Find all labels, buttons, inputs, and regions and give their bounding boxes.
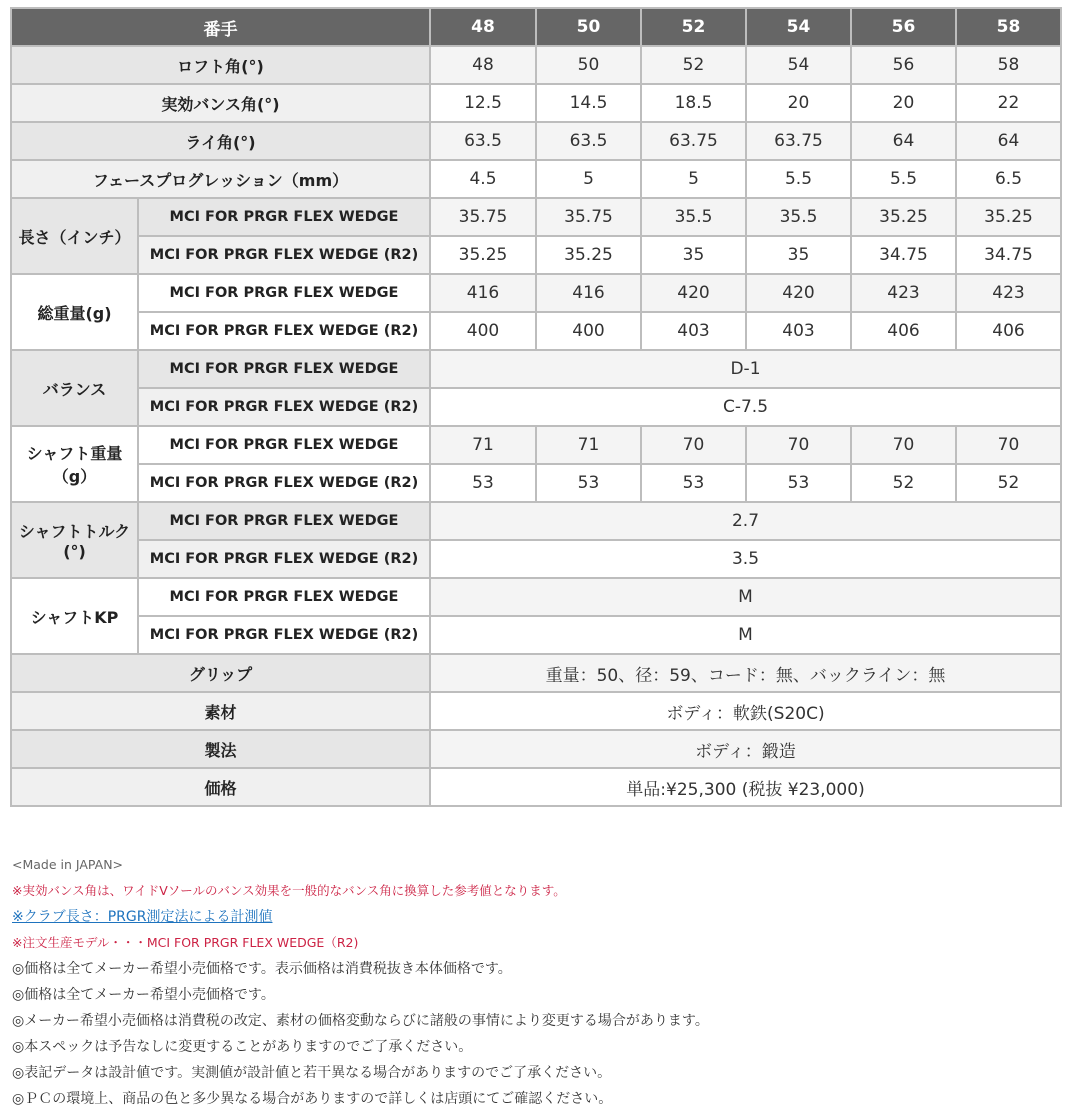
- row-label: ロフト角(°): [11, 46, 430, 84]
- group-label: シャフトKP: [11, 578, 138, 654]
- cell: 48: [430, 46, 536, 84]
- cell: 52: [641, 46, 746, 84]
- merged-cell: 3.5: [430, 540, 1061, 578]
- cell: 403: [641, 312, 746, 350]
- cell: 12.5: [430, 84, 536, 122]
- table-row-material: [11, 692, 1061, 730]
- cell: 416: [536, 274, 641, 312]
- table-row-loft: [11, 46, 1061, 84]
- cell: 58: [956, 46, 1061, 84]
- merged-cell: ボディ：鍛造: [430, 730, 1061, 768]
- table-row-face-progression: [11, 160, 1061, 198]
- shaft-label: MCI FOR PRGR FLEX WEDGE (R2): [138, 236, 430, 274]
- merged-cell: ボディ：軟鉄(S20C): [430, 692, 1061, 730]
- merged-cell: D-1: [430, 350, 1061, 388]
- group-label: バランス: [11, 350, 138, 426]
- disclaimer: ◎メーカー希望小売価格は消費税の改定、素材の価格変動ならびに諸般の事情により変更する場合があります。: [12, 1013, 709, 1029]
- header-col: 58: [956, 8, 1061, 46]
- table-row-kp-standard: [11, 578, 1061, 616]
- cell: 35.75: [430, 198, 536, 236]
- table-row-bounce: [11, 84, 1061, 122]
- row-label: フェースプログレッション（mm）: [11, 160, 430, 198]
- row-label: 製法: [11, 730, 430, 768]
- disclaimer: ◎ＰＣの環境上、商品の色と多少異なる場合がありますので詳しくは店頭にてご確認ください。: [12, 1091, 613, 1107]
- row-label: ライ角(°): [11, 122, 430, 160]
- header-label: 番手: [11, 8, 430, 46]
- cell: 71: [430, 426, 536, 464]
- table-row-length-r2: [11, 236, 1061, 274]
- merged-cell: C-7.5: [430, 388, 1061, 426]
- header-col: 48: [430, 8, 536, 46]
- row-label: 価格: [11, 768, 430, 806]
- cell: 50: [536, 46, 641, 84]
- merged-cell: M: [430, 616, 1061, 654]
- disclaimer: ◎表記データは設計値です。実測値が設計値と若干異なる場合がありますのでご了承ください。: [12, 1065, 612, 1081]
- shaft-label: MCI FOR PRGR FLEX WEDGE (R2): [138, 312, 430, 350]
- cell: 54: [746, 46, 851, 84]
- cell: 5: [641, 160, 746, 198]
- table-row-length-standard: [11, 198, 1061, 236]
- group-label: 総重量(g): [11, 274, 138, 350]
- cell: 53: [430, 464, 536, 502]
- merged-cell: 重量：50、径：59、コード：無、バックライン：無: [430, 654, 1061, 692]
- cell: 406: [956, 312, 1061, 350]
- group-label: [11, 502, 138, 578]
- cell: 70: [641, 426, 746, 464]
- notes-section: [12, 852, 1062, 1112]
- cell: 52: [956, 464, 1061, 502]
- cell: 63.75: [641, 122, 746, 160]
- cell: 4.5: [430, 160, 536, 198]
- table-row-torque-r2: [11, 540, 1061, 578]
- cell: 5.5: [851, 160, 956, 198]
- cell: 35.25: [851, 198, 956, 236]
- table-row-balance-standard: [11, 350, 1061, 388]
- cell: 71: [536, 426, 641, 464]
- cell: 22: [956, 84, 1061, 122]
- cell: 70: [851, 426, 956, 464]
- shaft-label: MCI FOR PRGR FLEX WEDGE: [138, 198, 430, 236]
- group-label-line1: シャフトトルク: [18, 522, 131, 541]
- disclaimer: ◎価格は全てメーカー希望小売価格です。: [12, 987, 275, 1003]
- cell: 423: [851, 274, 956, 312]
- header-col: 50: [536, 8, 641, 46]
- cell: 35.75: [536, 198, 641, 236]
- club-length-link[interactable]: ※クラブ長さ：PRGR測定法による計測値: [12, 909, 273, 925]
- cell: 420: [746, 274, 851, 312]
- table-row-shaft-weight-r2: [11, 464, 1061, 502]
- cell: 63.5: [536, 122, 641, 160]
- cell: 34.75: [851, 236, 956, 274]
- bounce-note: ※実効バンス角は、ワイドVソールのバンス効果を一般的なバンス角に換算した参考値となります。: [12, 883, 566, 898]
- group-label-line1: シャフト重量: [26, 444, 123, 463]
- shaft-label: MCI FOR PRGR FLEX WEDGE (R2): [138, 388, 430, 426]
- merged-cell: M: [430, 578, 1061, 616]
- shaft-label: MCI FOR PRGR FLEX WEDGE (R2): [138, 464, 430, 502]
- cell: 35.25: [956, 198, 1061, 236]
- row-label: グリップ: [11, 654, 430, 692]
- merged-cell: 単品:¥25,300 (税抜 ¥23,000): [430, 768, 1061, 806]
- table-row-price: [11, 768, 1061, 806]
- group-label: [11, 426, 138, 502]
- cell: 18.5: [641, 84, 746, 122]
- disclaimer: ◎本スペックは予告なしに変更することがありますのでご了承ください。: [12, 1039, 473, 1055]
- table-row-weight-r2: [11, 312, 1061, 350]
- cell: 64: [851, 122, 956, 160]
- cell: 5: [536, 160, 641, 198]
- merged-cell: 2.7: [430, 502, 1061, 540]
- disclaimer: ◎価格は全てメーカー希望小売価格です。表示価格は消費税抜き本体価格です。: [12, 961, 512, 977]
- cell: 53: [746, 464, 851, 502]
- shaft-label: MCI FOR PRGR FLEX WEDGE: [138, 426, 430, 464]
- cell: 400: [430, 312, 536, 350]
- header-col: 54: [746, 8, 851, 46]
- cell: 35.5: [641, 198, 746, 236]
- cell: 14.5: [536, 84, 641, 122]
- table-row-manufacturing: [11, 730, 1061, 768]
- cell: 35.25: [430, 236, 536, 274]
- table-row-shaft-weight-standard: [11, 426, 1061, 464]
- group-label-line2: （g）: [52, 467, 97, 486]
- order-model-note: ※注文生産モデル・・・MCI FOR PRGR FLEX WEDGE（R2): [12, 935, 359, 950]
- cell: 400: [536, 312, 641, 350]
- header-col: 56: [851, 8, 956, 46]
- table-row-grip: [11, 654, 1061, 692]
- shaft-label: MCI FOR PRGR FLEX WEDGE (R2): [138, 616, 430, 654]
- cell: 35: [641, 236, 746, 274]
- group-label-line2: (°): [63, 542, 86, 561]
- table-row-balance-r2: [11, 388, 1061, 426]
- cell: 53: [641, 464, 746, 502]
- cell: 35.25: [536, 236, 641, 274]
- cell: 5.5: [746, 160, 851, 198]
- shaft-label: MCI FOR PRGR FLEX WEDGE: [138, 502, 430, 540]
- cell: 34.75: [956, 236, 1061, 274]
- cell: 416: [430, 274, 536, 312]
- table-row-kp-r2: [11, 616, 1061, 654]
- row-label: 素材: [11, 692, 430, 730]
- header-row: [11, 8, 1061, 46]
- shaft-label: MCI FOR PRGR FLEX WEDGE (R2): [138, 540, 430, 578]
- cell: 56: [851, 46, 956, 84]
- cell: 64: [956, 122, 1061, 160]
- spec-table: [10, 7, 1062, 807]
- cell: 52: [851, 464, 956, 502]
- cell: 53: [536, 464, 641, 502]
- cell: 35: [746, 236, 851, 274]
- cell: 70: [746, 426, 851, 464]
- cell: 35.5: [746, 198, 851, 236]
- group-label: 長さ（インチ）: [11, 198, 138, 274]
- cell: 406: [851, 312, 956, 350]
- cell: 20: [746, 84, 851, 122]
- made-in-note: <Made in JAPAN>: [12, 857, 124, 872]
- cell: 423: [956, 274, 1061, 312]
- cell: 63.75: [746, 122, 851, 160]
- cell: 403: [746, 312, 851, 350]
- cell: 420: [641, 274, 746, 312]
- table-row-weight-standard: [11, 274, 1061, 312]
- cell: 6.5: [956, 160, 1061, 198]
- shaft-label: MCI FOR PRGR FLEX WEDGE: [138, 350, 430, 388]
- cell: 70: [956, 426, 1061, 464]
- row-label: 実効バンス角(°): [11, 84, 430, 122]
- header-col: 52: [641, 8, 746, 46]
- shaft-label: MCI FOR PRGR FLEX WEDGE: [138, 578, 430, 616]
- cell: 20: [851, 84, 956, 122]
- table-row-lie: [11, 122, 1061, 160]
- shaft-label: MCI FOR PRGR FLEX WEDGE: [138, 274, 430, 312]
- table-row-torque-standard: [11, 502, 1061, 540]
- cell: 63.5: [430, 122, 536, 160]
